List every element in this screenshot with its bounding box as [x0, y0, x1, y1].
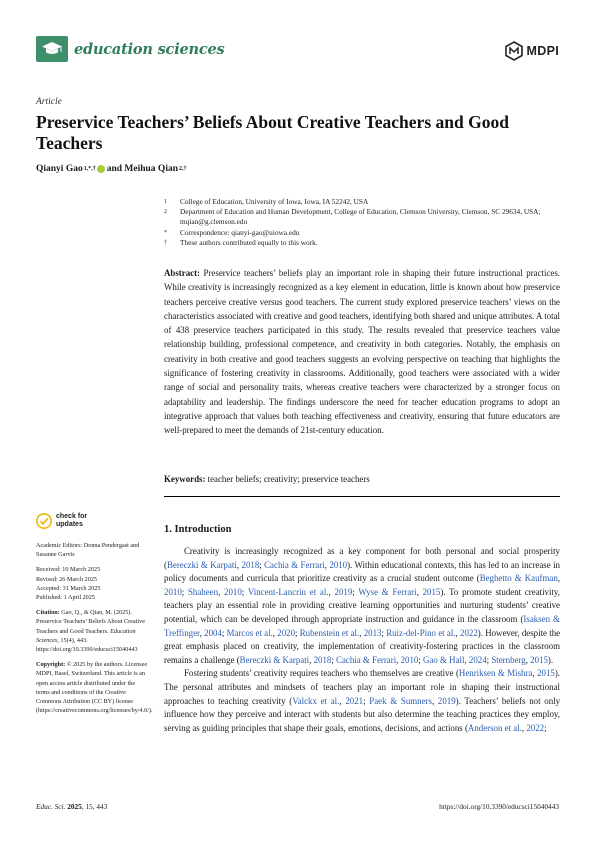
- dates: [36, 565, 150, 602]
- copyright-label: Copyright:: [36, 661, 66, 669]
- citation-link[interactable]: Isaksen & Treffinger: [164, 613, 561, 638]
- keywords-label: Keywords:: [164, 474, 206, 484]
- footer-doi[interactable]: https://doi.org/10.3390/educsci15040443: [439, 802, 559, 811]
- received-date: Received: 10 March 2025: [36, 566, 101, 574]
- paragraph-text: ,: [396, 654, 401, 665]
- paragraph: [164, 667, 560, 735]
- citation-label: Citation:: [36, 609, 60, 617]
- divider: [164, 496, 560, 497]
- paragraph-text: Fostering students’ creativity requires teachers who themselves are creative (: [184, 668, 459, 679]
- paragraph-text: ;: [221, 627, 227, 638]
- citation-link[interactable]: 2022: [460, 627, 478, 638]
- correspondence-text: Correspondence: qianyi-gao@uiowa.edu: [180, 227, 300, 237]
- published-date: Published: 1 April 2025: [36, 594, 95, 602]
- paragraph-text: ,: [218, 586, 225, 597]
- citation-link[interactable]: 2024: [468, 654, 487, 665]
- paragraph-text: ,: [532, 668, 538, 679]
- citation-link[interactable]: 2019: [437, 695, 456, 706]
- paragraph-text: ,: [525, 654, 531, 665]
- citation-text: Gao, Q., & Qian, M. (2025). Preservice Teachers’ Beliefs About Creative Teachers and Good Teachers.: [36, 609, 145, 635]
- paragraph-text: ,: [328, 586, 335, 597]
- citation-link[interactable]: Henriksen & Mishra: [458, 668, 533, 679]
- check-updates-icon: [36, 513, 52, 529]
- paragraph-text: ;: [544, 722, 547, 733]
- paragraph-text: ,: [416, 586, 423, 597]
- paragraph-text: ,: [359, 627, 364, 638]
- citation-link[interactable]: Vincent-Lancrin et al.: [247, 586, 329, 597]
- affiliation-row: [164, 238, 564, 248]
- citation-link[interactable]: 2010: [224, 586, 242, 597]
- citation-doi[interactable]: 15(4), 443. https://doi.org/10.3390/educsci15040443: [36, 636, 138, 654]
- citation-link[interactable]: Shaheen: [187, 586, 219, 597]
- check-updates-line: updates: [56, 521, 83, 528]
- paragraph-text: ,: [309, 654, 314, 665]
- paragraph-text: ,: [431, 695, 438, 706]
- citation-link[interactable]: 2022: [526, 722, 545, 733]
- citation-link[interactable]: Paek & Sumners: [369, 695, 432, 706]
- paragraph-text: ;: [331, 654, 337, 665]
- journal-name: education sciences: [74, 40, 225, 58]
- footer-citation: [36, 802, 107, 811]
- affiliation-key: 1: [164, 199, 167, 205]
- affiliation-key: 2: [164, 209, 167, 216]
- paragraph-text: ,: [199, 627, 205, 638]
- affiliation-key: *: [164, 229, 167, 236]
- citation-link[interactable]: 2010: [400, 654, 419, 665]
- paragraph-text: ,: [236, 559, 242, 570]
- paragraph-text: ;: [363, 695, 370, 706]
- check-for-updates-button[interactable]: [36, 513, 150, 529]
- mdpi-mark-icon: [504, 40, 524, 62]
- copyright-text: © 2025 by the authors. Licensee MDPI, Basel, Switzerland. This article is an open access article distributed under the terms and conditions of the Creative Commons Attribution (CC BY) license (https://creativecommons.org/licenses/by/4.0/).: [36, 661, 153, 715]
- publisher-logo: [504, 40, 559, 62]
- citation-link[interactable]: Bereczki & Karpati: [166, 559, 237, 570]
- paragraph-text: ;: [418, 654, 424, 665]
- journal-logo: [36, 36, 224, 62]
- citation-link[interactable]: Bereczki & Karpati: [239, 654, 310, 665]
- citation-link[interactable]: Cachia & Ferrari: [264, 559, 325, 570]
- citation-link[interactable]: Ruiz-del-Pino et al.: [386, 627, 456, 638]
- paragraph: [164, 545, 560, 667]
- abstract-text: Preservice teachers’ beliefs play an important role in shaping their future instructional practices. While creativity is increasingly recognized as a key element in education, little is known about how preservice teachers perceive creative versus good teachers. The current study explored preservice teachers’ views on the characteristics associated with creative and good teachers, identifying both shared and unique attributes. A total of 438 preservice teachers participated in this study. The results revealed that preservice teachers value relationship building, professional competence, and creativity in both categories. Notably, the emphasis on creativity in both creative and good teachers suggests an evolving perspective on teaching that highlights the significance of fostering creativity in classrooms. Additionally, good teachers were associated with a wider range of social and personality traits, whereas creative teachers were characterized by a stronger focus on adaptability and leadership. The findings underscore the need for teacher education programs to adopt an integrative approach that values both teaching effectiveness and creativity, ensuring that future educators are well-prepared to meet the demands of 21st-century education.: [164, 268, 561, 436]
- citation-link[interactable]: 2019: [334, 586, 353, 597]
- footer-year: 2025: [67, 802, 82, 811]
- citation-link[interactable]: Valckx et al.: [292, 695, 340, 706]
- citation-link[interactable]: Sternberg: [491, 654, 526, 665]
- check-updates-line: check for: [56, 513, 88, 520]
- paragraph-text: ). The personal attributes and mindsets of teachers play an important role in shaping their instructional approaches to teaching creativity (: [164, 668, 561, 706]
- abstract-label: Abstract:: [164, 268, 200, 278]
- citation-link[interactable]: 2015: [530, 654, 548, 665]
- accepted-date: Accepted: 31 March 2025: [36, 584, 101, 592]
- paragraph-text: ).: [547, 654, 554, 665]
- affiliations: [164, 197, 564, 248]
- paragraph-text: ). Within educational contexts, this has led to an increase in policy documents and curricula that prioritize creativity as a crucial student outcome (: [164, 559, 560, 584]
- author-superscript: 1,*,†: [83, 166, 96, 172]
- paragraph-text: ;: [241, 586, 248, 597]
- citation-link[interactable]: 2004: [204, 627, 222, 638]
- citation-link[interactable]: 2020: [277, 627, 295, 638]
- article-type: Article: [36, 97, 62, 107]
- paragraph-text: ). To promote student creativity, teachers play an essential role in providing creative learning opportunities and nurturing students’ creative potential, which can be developed through appropriate instruction and guidance in the classroom (: [164, 586, 561, 624]
- citation-link[interactable]: 2021: [345, 695, 364, 706]
- abstract: [164, 266, 560, 438]
- citation-link[interactable]: Marcos et al.: [226, 627, 273, 638]
- citation: [36, 608, 150, 654]
- paragraph-text: ;: [295, 627, 300, 638]
- author-name[interactable]: Qianyi Gao: [36, 164, 83, 174]
- paragraph-text: Creativity is increasingly recognized as a key component for both personal and social prosperity (: [164, 546, 560, 570]
- citation-journal: Education Sciences,: [36, 627, 136, 644]
- paragraph-text: ). Teachers’ beliefs not only influence how they perceive and interact with students but also determine the teaching practices they employ, serving as guiding principles that shape their goals, emotions, decisions, and actions (: [164, 695, 561, 733]
- orcid-icon[interactable]: [97, 165, 105, 173]
- citation-link[interactable]: Beghetto & Kaufman: [479, 573, 558, 584]
- affiliation-text: Department of Education and Human Development, College of Education, Clemson University, Clemson, SC 29634, USA; mqian@g.clemson.edu: [180, 207, 541, 227]
- body-text: [164, 545, 560, 735]
- paragraph-text: ,: [272, 627, 278, 638]
- citation-link[interactable]: Wyse & Ferrari: [358, 586, 417, 597]
- citation-link[interactable]: 2010: [164, 586, 182, 597]
- keywords-text: teacher beliefs; creativity; preservice teachers: [207, 474, 370, 484]
- paragraph-text: ,: [455, 627, 461, 638]
- paragraph-text: ,: [339, 695, 346, 706]
- revised-date: Revised: 26 March 2025: [36, 575, 98, 583]
- paragraph-text: ;: [486, 654, 492, 665]
- citation-link[interactable]: 2015: [537, 668, 555, 679]
- affiliation-row: [164, 207, 564, 227]
- equal-contribution-note: These authors contributed equally to this work.: [180, 237, 318, 247]
- copyright: [36, 660, 153, 715]
- citation-link[interactable]: 2010: [329, 559, 348, 570]
- paragraph-text: ;: [352, 586, 359, 597]
- paragraph-text: ,: [464, 654, 469, 665]
- article-title: Preservice Teachers’ Beliefs About Creative Teachers and Good Teachers: [36, 112, 509, 153]
- author-name[interactable]: and Meihua Qian: [106, 164, 178, 174]
- affiliation-row: [164, 197, 564, 207]
- citation-link[interactable]: 2018: [241, 559, 260, 570]
- citation-link[interactable]: Anderson et al.: [467, 722, 522, 733]
- academic-editors: Academic Editors: Donna Pendergast and Susanne Garvis: [36, 542, 140, 559]
- paragraph-text: ,: [324, 559, 330, 570]
- author-superscript: 2,†: [179, 166, 187, 172]
- publisher-name: MDPI: [526, 44, 559, 58]
- affiliation-text: College of Education, University of Iowa, Iowa, IA 52242, USA: [180, 197, 369, 206]
- affiliation-row: [164, 228, 564, 238]
- citation-link[interactable]: 2013: [363, 627, 382, 638]
- graduation-cap-icon: [36, 36, 68, 62]
- affiliation-key: †: [164, 239, 167, 246]
- check-updates-label: [56, 513, 87, 529]
- footer-volume: , 15, 443: [81, 802, 108, 811]
- section-heading: 1. Introduction: [164, 524, 232, 535]
- footer-journal: Educ. Sci.: [36, 802, 66, 811]
- paragraph-text: ;: [259, 559, 265, 570]
- citation-link[interactable]: Gao & Hall: [423, 654, 465, 665]
- citation-link[interactable]: 2015: [422, 586, 441, 597]
- paragraph-text: ). However, despite the great emphasis placed on creativity, the implementation of creativity-fostering practices in the classroom remains a challenge (: [164, 627, 561, 665]
- sidebar: [36, 513, 153, 721]
- keywords: [164, 473, 560, 485]
- paragraph-text: ;: [381, 627, 387, 638]
- citation-link[interactable]: 2018: [313, 654, 332, 665]
- citation-link[interactable]: Cachia & Ferrari: [336, 654, 397, 665]
- paragraph-text: ,: [557, 573, 560, 584]
- citation-link[interactable]: Rubenstein et al.: [299, 627, 360, 638]
- author-list: [36, 164, 187, 174]
- paragraph-text: ,: [521, 722, 527, 733]
- paragraph-text: ;: [181, 586, 188, 597]
